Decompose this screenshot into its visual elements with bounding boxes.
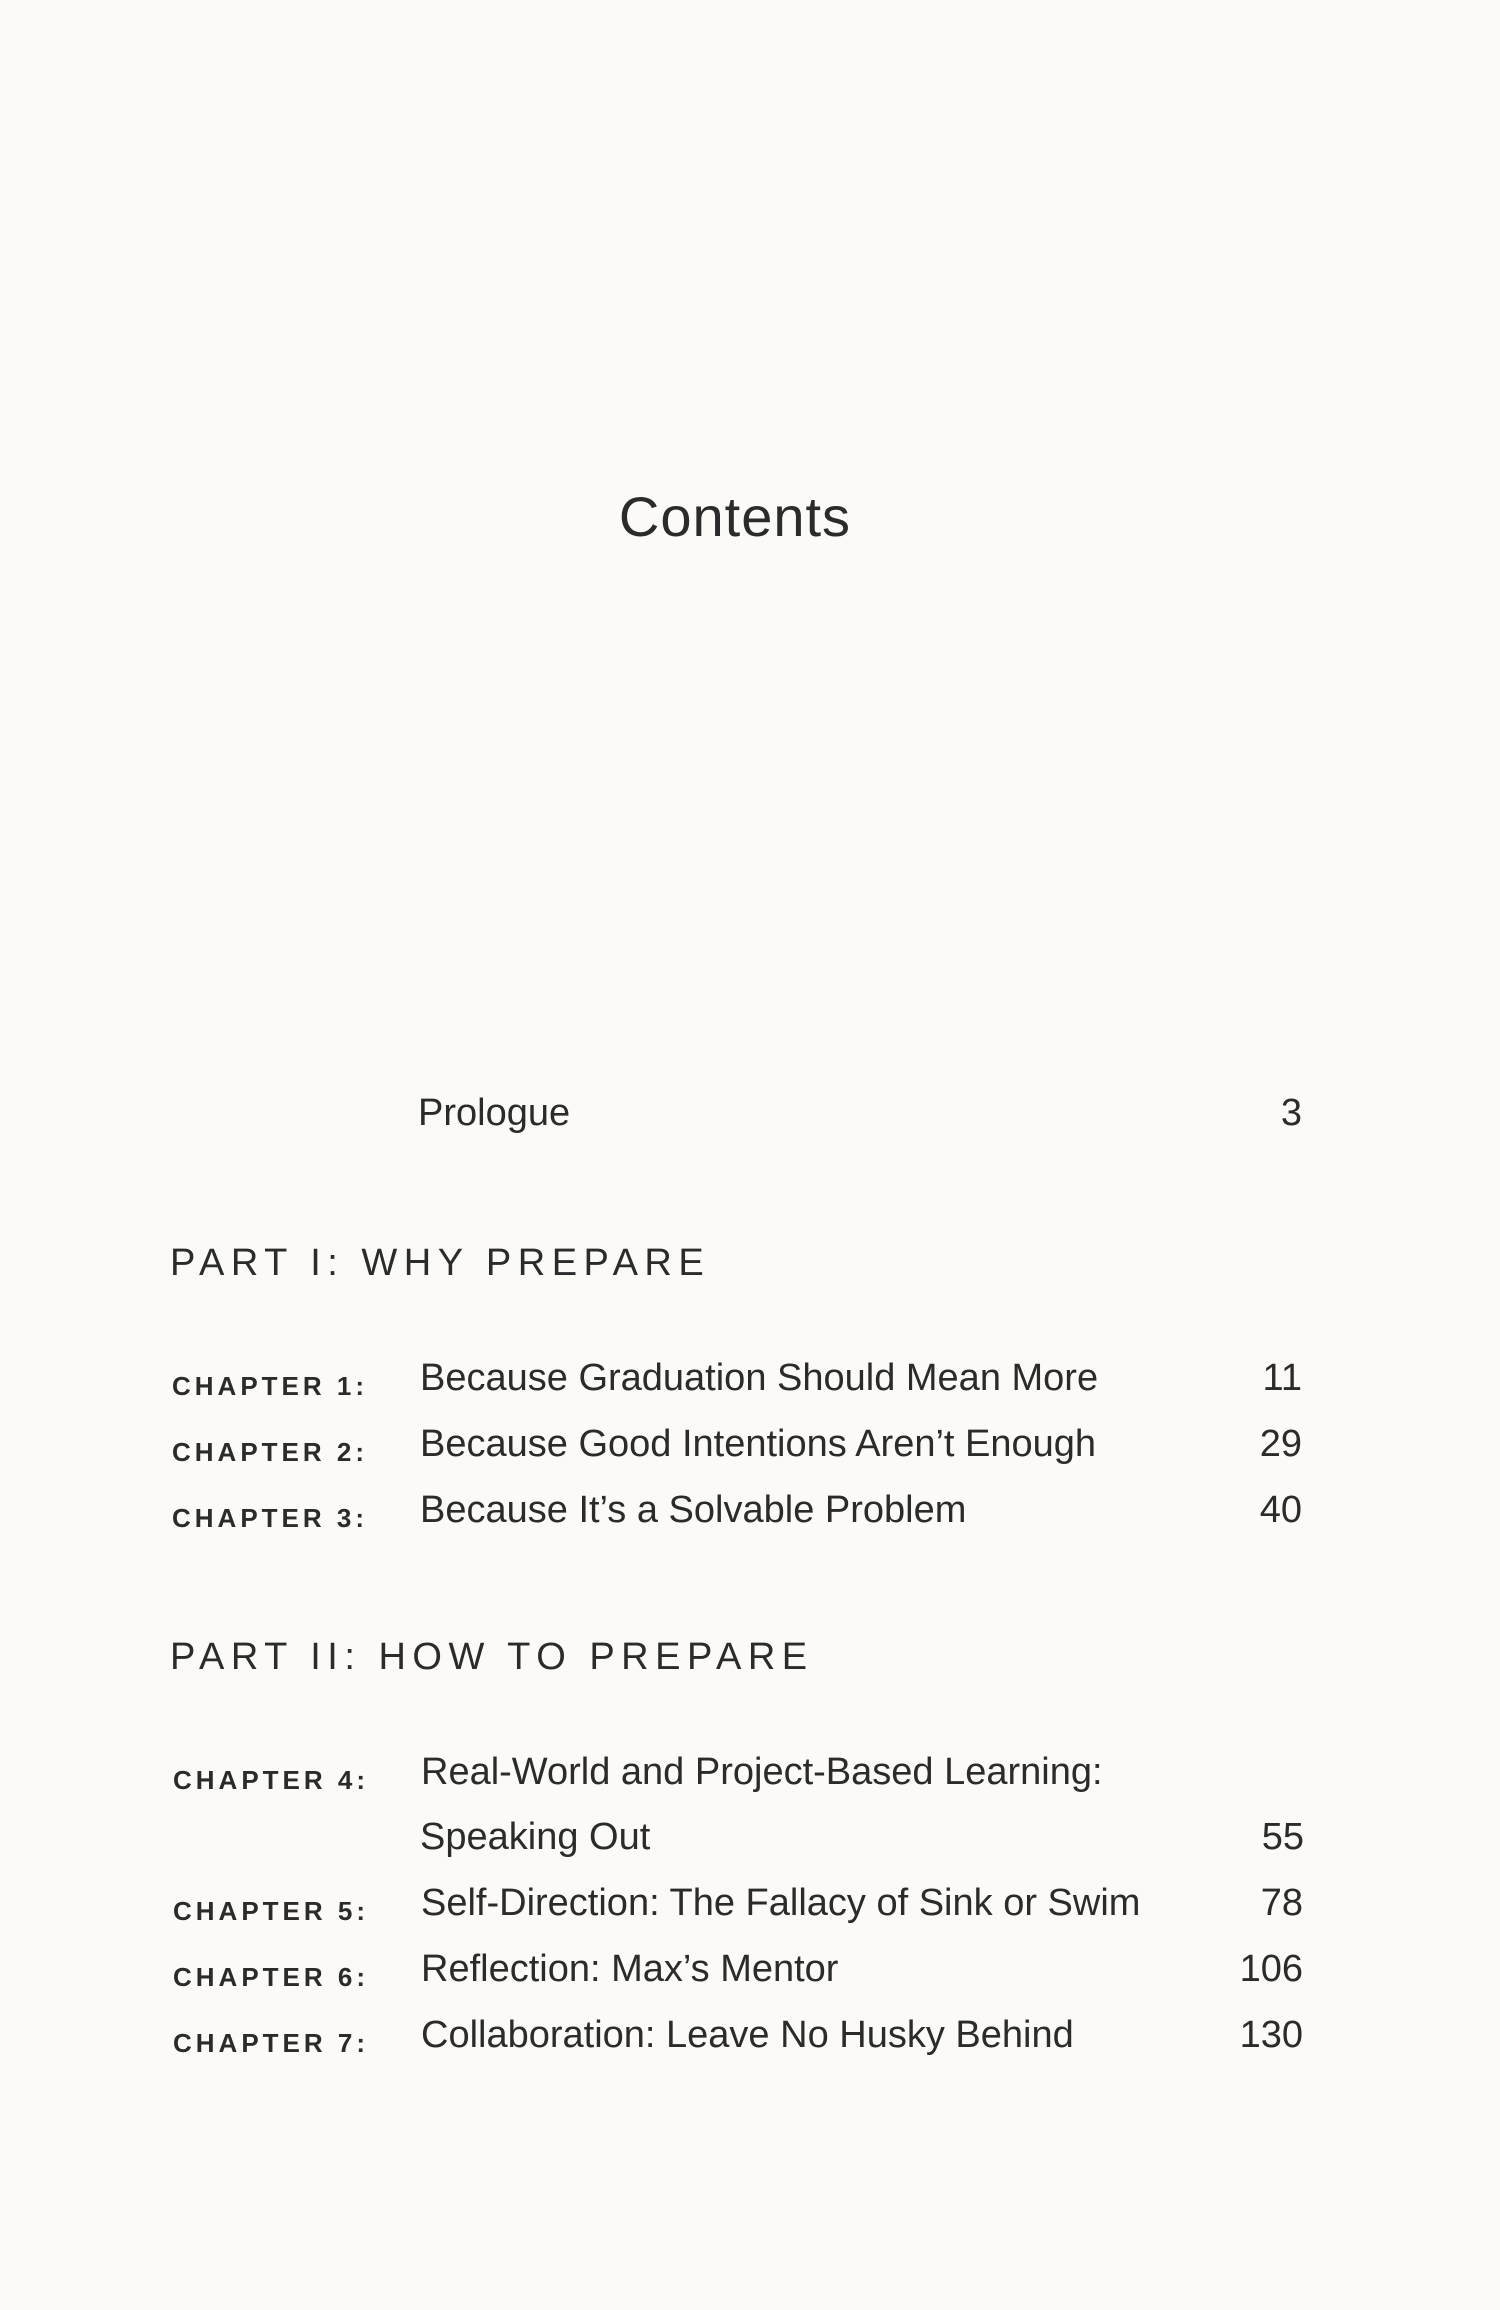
- toc-entry-chapter-3: [170, 1489, 1302, 1537]
- chapter-label: CHAPTER 4:: [173, 1765, 370, 1795]
- chapter-page-number: 11: [1262, 1357, 1302, 1399]
- chapter-page-number: 78: [1260, 1882, 1303, 1924]
- chapter-label: CHAPTER 2:: [172, 1437, 369, 1467]
- chapter-label: CHAPTER 1:: [172, 1371, 369, 1401]
- chapter-title: Self-Direction: The Fallacy of Sink or Swim: [421, 1882, 1141, 1924]
- chapter-title: Because It’s a Solvable Problem: [420, 1489, 967, 1531]
- toc-entry-chapter-2: [170, 1423, 1302, 1471]
- toc-entry-chapter-6: [171, 1948, 1303, 1996]
- chapter-title: Reflection: Max’s Mentor: [421, 1948, 839, 1990]
- chapter-title: Collaboration: Leave No Husky Behind: [421, 2014, 1074, 2056]
- toc-entry-chapter-5: [171, 1882, 1303, 1930]
- chapter-title-continuation: Speaking Out: [420, 1816, 651, 1858]
- chapter-page-number: 55: [1261, 1816, 1304, 1858]
- chapter-title: Real-World and Project-Based Learning:: [421, 1751, 1103, 1793]
- chapter-page-number: 29: [1259, 1423, 1302, 1465]
- chapter-title: Because Graduation Should Mean More: [420, 1357, 1099, 1399]
- chapter-label: CHAPTER 3:: [172, 1503, 369, 1533]
- part-1-heading: PART I: WHY PREPARE: [170, 1242, 711, 1284]
- chapter-page-number: 130: [1239, 2014, 1303, 2056]
- part-2-heading: PART II: HOW TO PREPARE: [170, 1636, 814, 1678]
- prologue-title: Prologue: [418, 1092, 571, 1134]
- toc-entry-chapter-1: [170, 1357, 1302, 1405]
- chapter-label: CHAPTER 6:: [173, 1962, 370, 1992]
- chapter-label: CHAPTER 5:: [173, 1896, 370, 1926]
- chapter-page-number: 106: [1239, 1948, 1303, 1990]
- chapter-page-number: 40: [1259, 1489, 1302, 1531]
- chapter-title: Because Good Intentions Aren’t Enough: [420, 1423, 1097, 1465]
- chapter-label: CHAPTER 7:: [173, 2028, 370, 2058]
- prologue-page-number: 3: [1280, 1092, 1302, 1134]
- toc-entry-chapter-4: [171, 1751, 1303, 1799]
- toc-entry-chapter-7: [171, 2014, 1303, 2062]
- page-title: Contents: [618, 485, 852, 548]
